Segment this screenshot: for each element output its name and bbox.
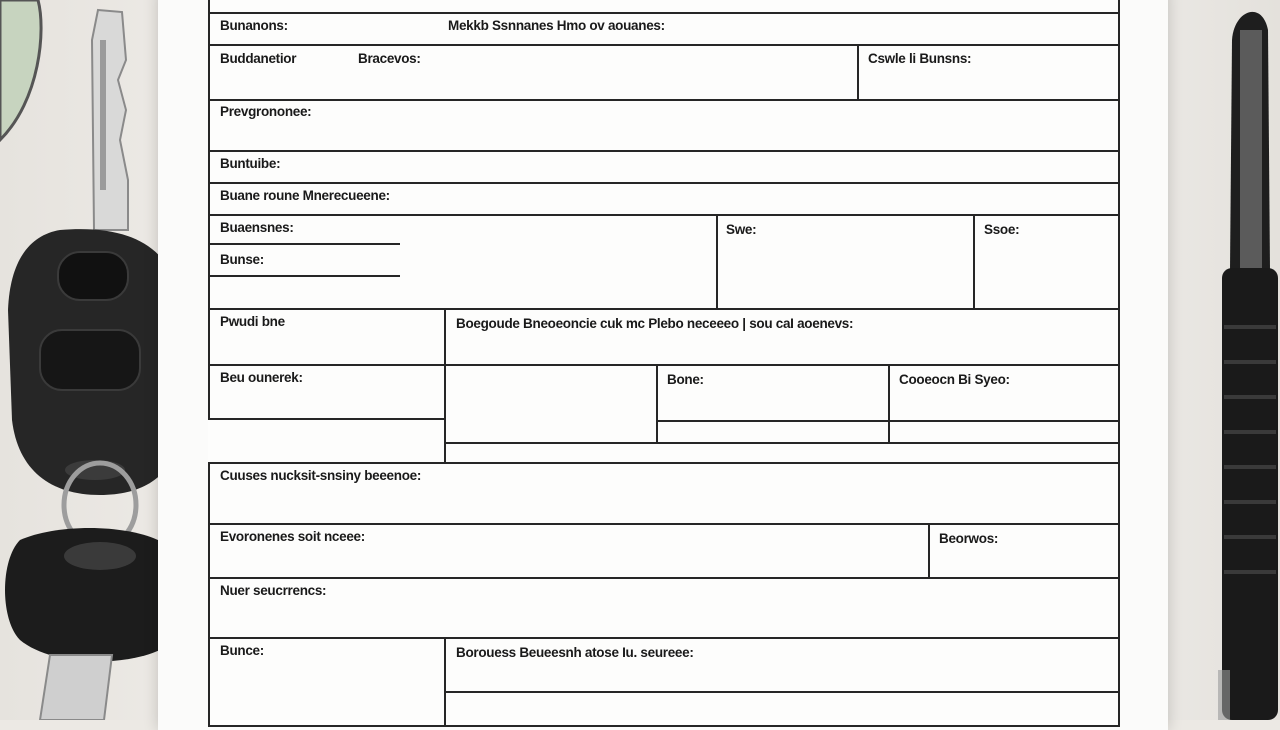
row5-label-d: Ssoe:	[984, 222, 1020, 237]
row1-label-b: Bracevos:	[358, 51, 421, 66]
row8-label: Cuuses nucksit-snsiny beeenoe:	[220, 468, 422, 483]
row3-label: Buntuibe:	[220, 156, 281, 171]
row5-label-b: Bunse:	[220, 252, 264, 267]
row1-label-a: Buddanetior	[220, 51, 297, 66]
header-left-label: Bunanons:	[220, 18, 288, 33]
glasses-lens	[0, 0, 41, 140]
pen-barrel-icon	[1222, 268, 1278, 720]
row6-left-label: Pwudi bne	[220, 314, 285, 329]
row7-right-label: Cooeocn Bi Syeo:	[899, 372, 1010, 387]
row9-right-label: Beorwos:	[939, 531, 999, 546]
row7-right-sub-field[interactable]	[888, 420, 1120, 444]
row1-right-label: Cswle li Bunsns:	[868, 51, 972, 66]
row3-field[interactable]	[208, 150, 1120, 184]
row2-field[interactable]	[208, 99, 1120, 152]
row11-right-lower-field[interactable]	[444, 691, 1120, 727]
row7-left-label: Beu ounerek:	[220, 370, 303, 385]
row2-label: Prevgrononee:	[220, 104, 312, 119]
row11-left-label: Bunce:	[220, 643, 264, 658]
row1-left-field[interactable]	[208, 44, 859, 101]
pen	[1212, 0, 1280, 720]
row4-label: Buane roune Mnerecueene:	[220, 188, 390, 203]
row5-underline-a	[208, 243, 400, 245]
row5-underline-b	[208, 275, 400, 277]
row5-label-c: Swe:	[726, 222, 757, 237]
row11-right-label: Borouess Beueesnh atose Iu. seureee:	[456, 645, 694, 660]
row7-bottom-strip	[444, 442, 1120, 464]
row7-left-lower	[208, 418, 446, 464]
row10-field[interactable]	[208, 577, 1120, 639]
form-title: Mekkb Ssnnanes Hmo ov aouanes:	[448, 18, 665, 33]
row5-label-a: Buaensnes:	[220, 220, 294, 235]
row7-blank-field[interactable]	[444, 364, 658, 444]
row6-right-label: Boegoude Bneoeoncie cuk mc Plebo neceeeo | sou caI aoenevs:	[456, 316, 854, 331]
row10-label: Nuer seucrrencs:	[220, 583, 327, 598]
key-blade-icon	[92, 10, 128, 230]
row9-left-label: Evoronenes soit nceee:	[220, 529, 365, 544]
row7-mid-sub-field[interactable]	[656, 420, 890, 444]
row7-mid-label: Bone:	[667, 372, 704, 387]
